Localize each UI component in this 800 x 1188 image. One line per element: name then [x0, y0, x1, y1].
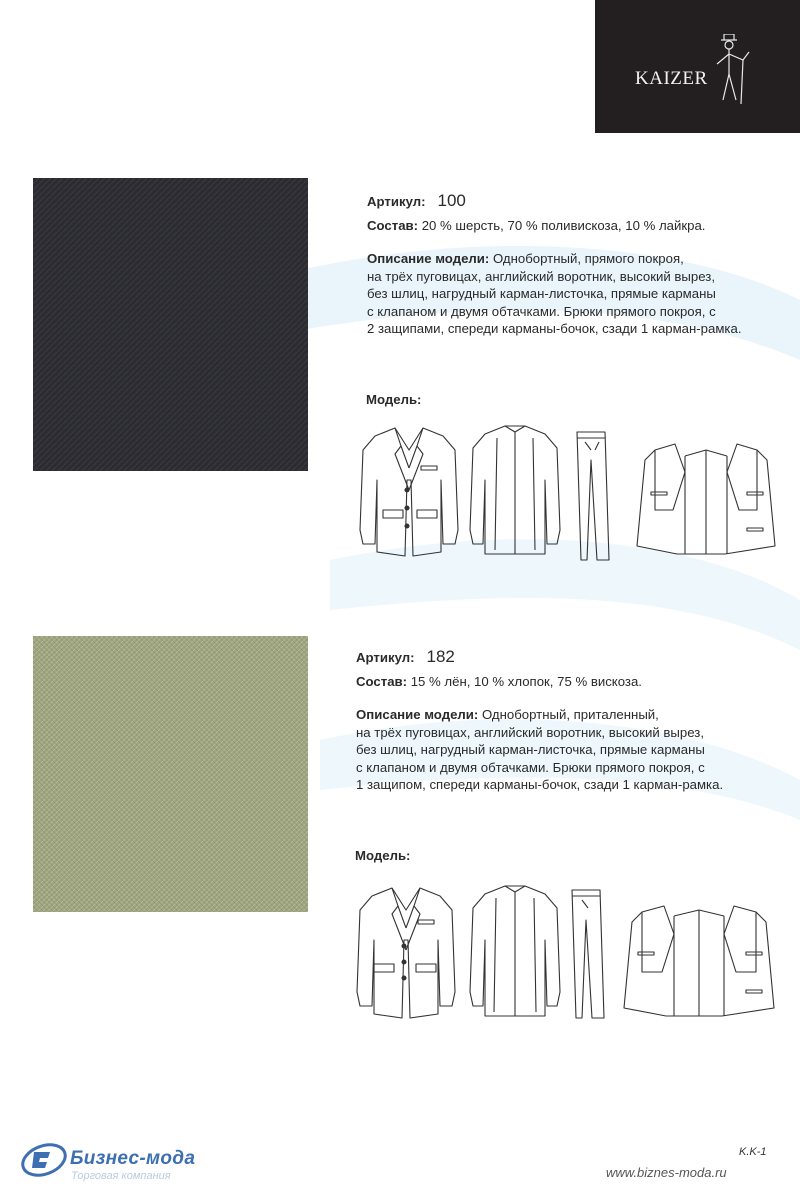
composition-value: 15 % лён, 10 % хлопок, 75 % вискоза.	[407, 673, 642, 689]
model-1-drawings	[355, 420, 800, 565]
biznes-moda-logo-icon	[20, 1138, 68, 1182]
trousers-drawing	[577, 432, 609, 560]
gentleman-figure-icon	[705, 34, 753, 106]
description-label: Описание модели:	[356, 707, 479, 722]
website-link[interactable]: www.biznes-moda.ru	[606, 1165, 727, 1180]
composition-row	[367, 217, 797, 235]
article-label: Артикул:	[367, 194, 426, 209]
description-line: без шлиц, нагрудный карман-листочка, прямые карманы	[356, 742, 705, 757]
article-label: Артикул:	[356, 650, 415, 665]
description	[356, 706, 786, 794]
brand-name: KAIZER	[635, 68, 708, 89]
description-line: на трёх пуговицах, английский воротник, высокий вырез,	[356, 724, 704, 740]
fabric-swatch-dark	[33, 178, 308, 471]
description-line: с клапаном и двумя обтачками. Брюки прямого покроя, с	[356, 759, 705, 775]
jacket-back-drawing	[470, 886, 560, 1016]
description-label: Описание модели:	[367, 251, 490, 266]
composition-row	[356, 673, 786, 691]
article-number: 100	[437, 191, 466, 210]
brand-logo-box	[595, 0, 800, 133]
description-line: Однобортный, прямого покроя,	[489, 251, 684, 266]
jacket-front-drawing	[357, 888, 455, 1018]
article-row	[356, 648, 786, 667]
description-line: на трёх пуговицах, английский воротник, высокий вырез,	[367, 268, 715, 284]
fabric-swatch-olive	[33, 636, 308, 912]
product-1-info	[367, 192, 797, 338]
jacket-lining-drawing	[637, 444, 775, 554]
jacket-front-drawing	[360, 428, 458, 556]
description-line: 2 защипами, спереди карманы-бочок, сзади 1 карман-рамка.	[367, 321, 742, 336]
model-label: Модель:	[366, 392, 422, 407]
jacket-lining-drawing	[624, 906, 774, 1016]
model-2-drawings	[350, 880, 800, 1025]
description	[367, 250, 797, 338]
trousers-drawing	[572, 890, 604, 1018]
company-name: Бизнес-мода	[70, 1148, 196, 1169]
composition-label: Состав:	[367, 217, 419, 233]
composition-label: Состав:	[356, 673, 408, 689]
description-line: 1 защипом, спереди карманы-бочок, сзади 1 карман-рамка.	[356, 777, 724, 792]
composition-value: 20 % шерсть, 70 % поливискоза, 10 % лайкра.	[418, 217, 706, 233]
model-label: Модель:	[355, 848, 411, 863]
article-number: 182	[426, 647, 455, 666]
jacket-back-drawing	[470, 426, 560, 554]
article-row	[367, 192, 797, 211]
description-line: Однобортный, приталенный,	[478, 707, 659, 722]
company-tagline: Торговая компания	[71, 1170, 171, 1182]
page-code: K.K-1	[739, 1146, 767, 1158]
description-line: без шлиц, нагрудный карман-листочка, прямые карманы	[367, 286, 716, 301]
product-2-info	[356, 648, 786, 794]
description-line: с клапаном и двумя обтачками. Брюки прямого покроя, с	[367, 303, 716, 319]
